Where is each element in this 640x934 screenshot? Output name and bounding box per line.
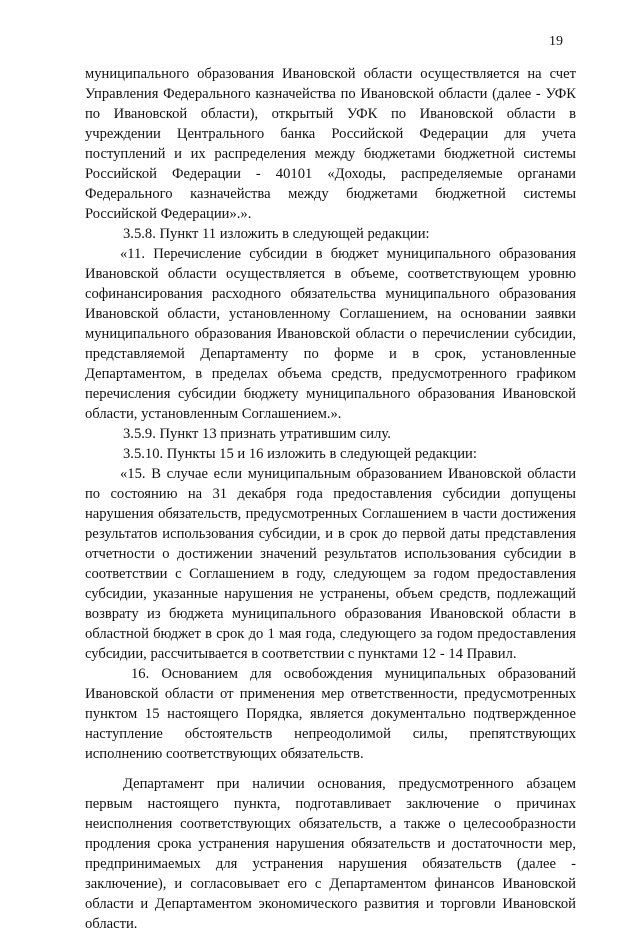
paragraph-point-15: «15. В случае если муниципальным образованием Ивановской области по состоянию на 31 декабря года предоставления субсидии допущены нарушения обязательств, предусмотренных Соглашением в части достижения результатов использования субсидии, и в срок до первой даты представления отчетности о достижении значений результатов использования субсидии в соответствии с Соглашением в году, следующем за годом предоставления субсидии, указанные нарушения не устранены, объем средств, подлежащий возврату из бюджета муниципального образования Ивановской области в областной бюджет в срок до 1 мая года, следующего за годом предоставления субсидии, рассчитывается в соответствии с пунктами 12 - 14 Правил.: [85, 466, 576, 662]
paragraph-point-11: «11. Перечисление субсидии в бюджет муниципального образования Ивановской области осуществляется в объеме, соответствующем уровню софинансирования расходного обязательства муниципального образования Ивановской области, установленному Соглашением, на основании заявки муниципального образования Ивановской области о перечислении субсидии, представляемой Департаменту по форме и в срок, установленные Департаментом, в пределах объема средств, предусмотренного графиком перечисления субсидии бюджету муниципального образования Ивановской области, установленным Соглашением.».: [85, 246, 576, 422]
paragraph-item-3-5-10: 3.5.10. Пункты 15 и 16 изложить в следующей редакции:: [123, 446, 477, 462]
document-body: [85, 64, 576, 934]
paragraph-item-3-5-8: 3.5.8. Пункт 11 изложить в следующей редакции:: [123, 226, 430, 242]
page-number: 19: [549, 34, 563, 49]
paragraph-continuation: муниципального образования Ивановской области осуществляется на счет Управления Федерального казначейства по Ивановской области (далее - УФК по Ивановской области), открытый УФК по Ивановской области в учреждении Центрального банка Российской Федерации для учета поступлений и их распределения между бюджетами бюджетной системы Российской Федерации - 40101 «Доходы, распределяемые органами Федерального казначейства между бюджетами бюджетной системы Российской Федерации».».: [85, 66, 576, 222]
paragraph-point-16: 16. Основанием для освобождения муниципальных образований Ивановской области от применения мер ответственности, предусмотренных пунктом 15 настоящего Порядка, является документально подтвержденное наступление обстоятельств непреодолимой силы, препятствующих исполнению соответствующих обязательств.: [85, 666, 576, 762]
paragraph-item-3-5-9: 3.5.9. Пункт 13 признать утратившим силу.: [123, 426, 391, 442]
paragraph-department-conclusion: Департамент при наличии основания, предусмотренного абзацем первым настоящего пункта, подготавливает заключение о причинах неисполнения соответствующих обязательств, а также о целесообразности продления срока устранения нарушения обязательств и достаточности мер, предпринимаемых для устранения нарушения обязательств (далее - заключение), и согласовывает его с Департаментом финансов Ивановской области и Департаментом экономического развития и торговли Ивановской области.: [85, 776, 576, 932]
